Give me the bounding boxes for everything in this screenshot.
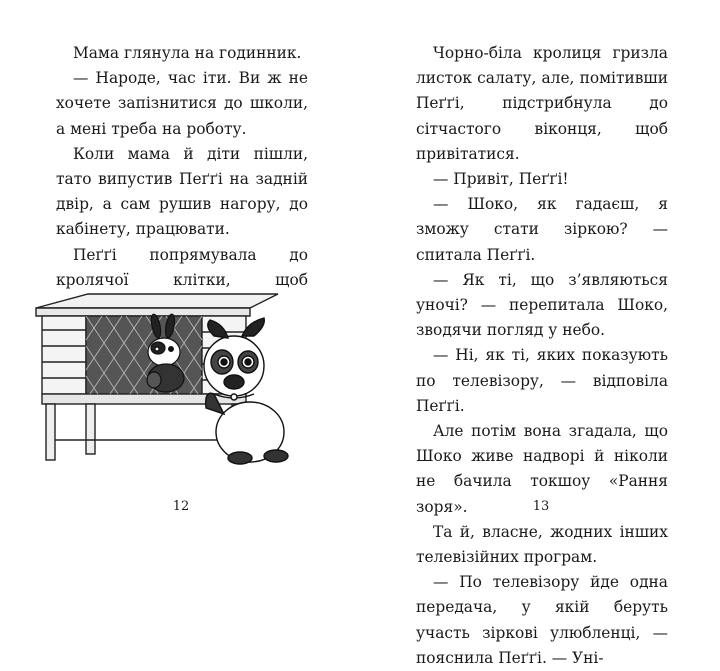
- paragraph: Але потім вона згадала, що Шоко живе надворі й ніколи не бачила токшоу «Рання зоря».: [416, 422, 668, 516]
- paragraph: — По телевізору йде одна передача, у якій беруть участь зіркові улюбленці, — пояснила Пеґґі. — Уні-: [416, 573, 668, 667]
- left-page: [0, 0, 360, 554]
- paragraph: — Шоко, як гадаєш, я зможу стати зіркою? — спитала Пеґґі.: [416, 195, 668, 264]
- right-page-text: [416, 41, 668, 671]
- right-page: [360, 0, 720, 667]
- left-page-text: [56, 41, 308, 318]
- paragraph: — Ні, як ті, яких показують по телевізору, — відповіла Пеґґі.: [416, 346, 668, 415]
- paragraph: Пеґґі попрямувала до кролячої клітки, щоб: [56, 245, 308, 289]
- paragraph: Та й, власне, жодних інших телевізійних програм.: [416, 522, 668, 567]
- paragraph: — Народе, час іти. Ви ж не хочете запізнитися до школи, а мені треба на роботу.: [56, 69, 308, 138]
- paragraph: Чорно-біла кролиця гризла листок салату, але, помітивши Пеґґі, підстрибнула до сітчастого віконця, щоб привітатися.: [416, 44, 668, 163]
- paragraph: — Привіт, Пеґґі!: [433, 170, 569, 189]
- paragraph: Коли мама й діти пішли, тато випустив Пеґґі на задній двір, а сам рушив нагору, до кабінету, працювати.: [56, 144, 308, 239]
- page-number: 13: [532, 499, 550, 514]
- paragraph: Мама глянула на годинник.: [73, 44, 302, 62]
- paragraph: — Як ті, що з’являються уночі? — перепитала Шоко, зводячи погляд у небо.: [416, 270, 668, 340]
- page-number: 12: [172, 499, 190, 514]
- rabbit-hutch-and-dog-illustration: [28, 290, 318, 470]
